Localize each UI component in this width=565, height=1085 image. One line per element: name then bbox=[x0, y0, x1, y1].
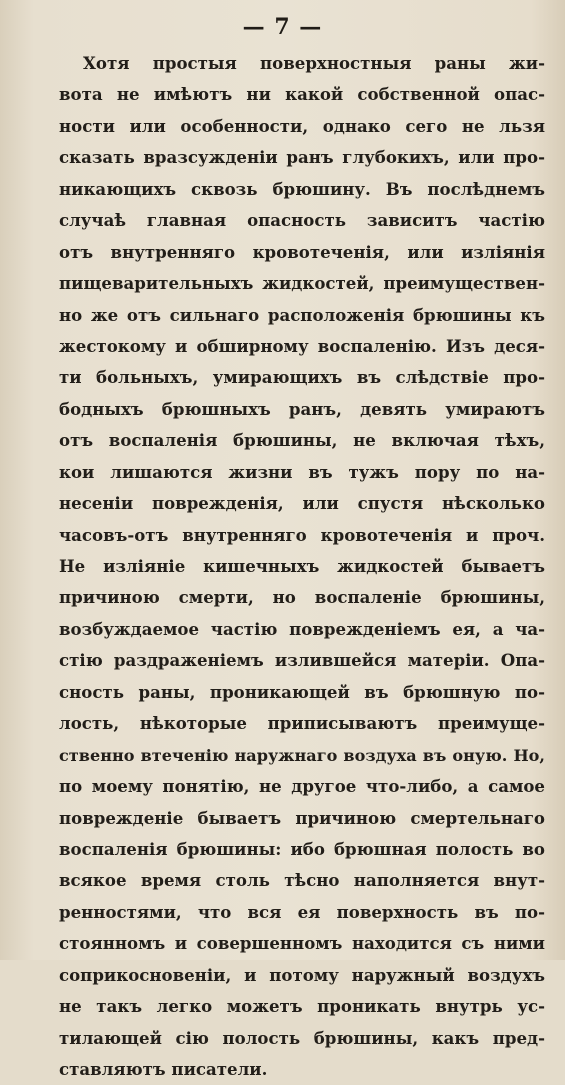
text-line: соприкосновеніи, и потому наружный воздухъ bbox=[59, 964, 545, 985]
text-line: возбуждаемое частію поврежденіемъ ея, а ча- bbox=[59, 618, 545, 639]
text-line: Не изліяніе кишечныхъ жидкостей бываетъ bbox=[59, 556, 545, 576]
text-line: кои лишаются жизни въ тужъ пору по на- bbox=[59, 461, 545, 482]
text-line: сность раны, проникающей въ брюшную по- bbox=[59, 681, 545, 702]
text-line: случаѣ главная опасность зависитъ частію bbox=[59, 210, 545, 231]
text-line: не такъ легко можетъ проникать внутрь ус- bbox=[59, 996, 545, 1017]
text-line: пищеварительныхъ жидкостей, преимуществен- bbox=[59, 273, 545, 294]
text-line: стоянномъ и совершенномъ находится съ ними bbox=[59, 933, 545, 954]
text-line: ственно втеченію наружнаго воздуха въ оную. Но, bbox=[59, 745, 545, 765]
text-line: ти больныхъ, умирающихъ въ слѣдствіе про- bbox=[59, 367, 545, 388]
text-line: Хотя простыя поверхностныя раны жи- bbox=[83, 53, 545, 73]
text-line: никающихъ сквозь брюшину. Въ послѣднемъ bbox=[59, 178, 545, 199]
text-line: ности или особенности, однако сего не льзя bbox=[59, 115, 545, 136]
text-line: стію раздраженіемъ излившейся матеріи. Опа- bbox=[59, 650, 545, 671]
text-line: ренностями, что вся ея поверхность въ по- bbox=[59, 901, 545, 922]
text-line: несеніи поврежденія, или спустя нѣсколько bbox=[59, 493, 545, 514]
body-paragraph bbox=[59, 48, 545, 1085]
text-line: всякое время столь тѣсно наполняется внут- bbox=[59, 870, 545, 891]
text-line: сказать вразсужденіи ранъ глубокихъ, или про- bbox=[59, 147, 545, 168]
page-number: — 7 — bbox=[242, 14, 323, 40]
text-line: жестокому и обширному воспаленію. Изъ деся- bbox=[59, 335, 545, 356]
text-line: но же отъ сильнаго расположенія брюшины къ bbox=[59, 304, 545, 325]
text-line: вота не имѣютъ ни какой собственной опас- bbox=[59, 84, 545, 105]
text-line: отъ воспаленія брюшины, не включая тѣхъ, bbox=[59, 430, 545, 451]
text-line: поврежденіе бываетъ причиною смертельнаго bbox=[59, 807, 545, 828]
text-line: причиною смерти, но воспаленіе брюшины, bbox=[59, 587, 545, 608]
text-line: воспаленія брюшины: ибо брюшная полость во bbox=[59, 838, 545, 859]
text-line: по моему понятію, не другое что-либо, а самое bbox=[59, 776, 545, 797]
text-line: бодныхъ брюшныхъ ранъ, девять умираютъ bbox=[59, 398, 545, 419]
text-line: лость, нѣкоторые приписываютъ преимуще- bbox=[59, 713, 545, 734]
text-line: тилающей сію полость брюшины, какъ пред- bbox=[59, 1027, 545, 1048]
text-line: отъ внутренняго кровотеченія, или изліянія bbox=[59, 241, 545, 262]
text-line: ставляютъ писатели. bbox=[59, 1059, 268, 1079]
text-line: часовъ-отъ внутренняго кровотеченія и проч. bbox=[59, 524, 545, 545]
